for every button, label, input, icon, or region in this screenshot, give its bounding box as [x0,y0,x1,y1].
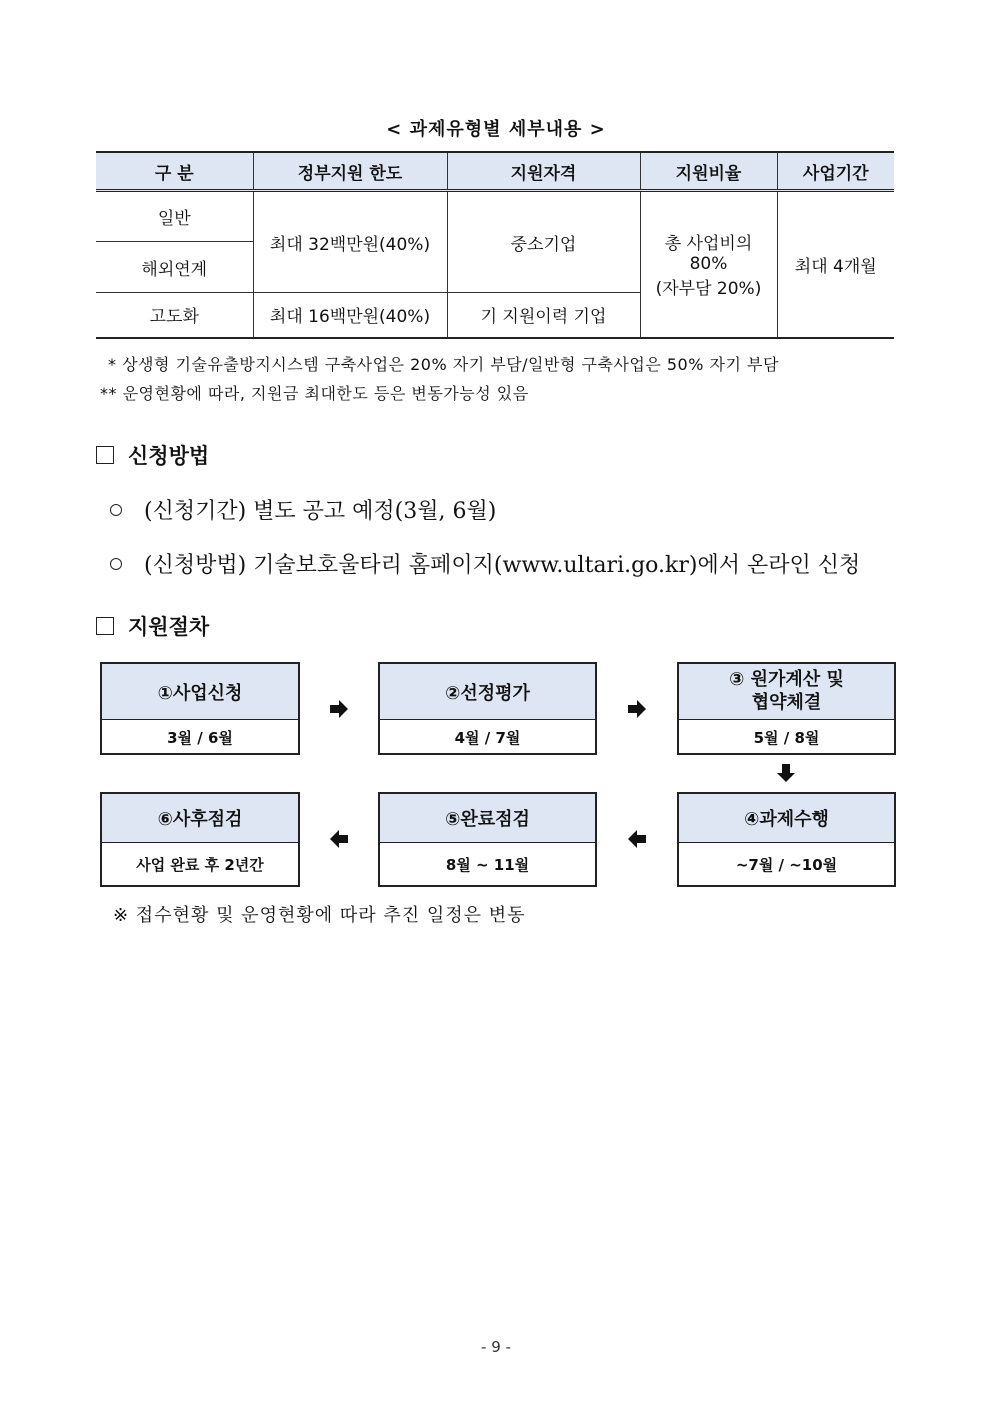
circle-bullet-icon [110,558,122,570]
process-step-6 [100,792,300,887]
step-title: ⑤완료점검 [380,794,595,843]
step-period: 3월 / 6월 [167,728,233,747]
cell-limit-advanced: 최대 16백만원(40%) [253,293,447,338]
step-period: 5월 / 8월 [753,728,820,747]
support-detail-table [96,151,894,339]
ratio-line2: 80% [689,254,728,275]
cell-qual-advanced: 기 지원이력 기업 [447,293,640,338]
cell-limit-general: 최대 32백만원(40%) [253,191,447,293]
header-limit: 정부지원 한도 [253,152,447,191]
process-step-3 [677,662,896,755]
apply-bullet-period-text: (신청기간) 별도 공고 예정(3월, 6월) [144,499,497,524]
section-apply-title: 신청방법 [128,444,210,468]
table-note-1: * 상생형 기술유출방지시스템 구축사업은 20% 자기 부담/일반형 구축사업은 50% 자기 부담 [108,355,779,374]
checkbox-square-icon [96,617,114,635]
step-period: ~7월 / ~10월 [735,855,838,874]
apply-bullet-method [110,548,860,579]
step-title [679,664,894,720]
ratio-line3: (자부담 20%) [655,279,762,300]
step-period: 4월 / 7월 [454,728,521,747]
apply-bullet-period [110,494,496,525]
arrow-right-icon [329,699,349,719]
header-qualification: 지원자격 [447,152,640,191]
arrow-right-icon [627,699,647,719]
table-caption: < 과제유형별 세부내용 > [386,119,606,140]
ratio-line1: 총 사업비의 [664,234,753,255]
cell-general: 일반 [96,191,253,242]
table-row [96,191,894,242]
cell-qual-general: 중소기업 [447,191,640,293]
arrow-left-icon [627,829,647,849]
table-header-row [96,152,894,191]
apply-bullet-method-text: (신청방법) 기술보호울타리 홈페이지(www.ultari.go.kr)에서 온라인 신청 [144,553,861,578]
process-step-5 [378,792,597,887]
step-period: 8월 ~ 11월 [445,855,530,874]
table-note-2: ** 운영현황에 따라, 지원금 최대한도 등은 변동가능성 있음 [100,384,529,403]
cell-advanced: 고도화 [96,293,253,338]
step-title-line1: ③ 원가계산 및 [729,669,844,690]
process-step-1 [100,662,300,755]
cell-overseas: 해외연계 [96,242,253,293]
circle-bullet-icon [110,504,122,516]
cell-period: 최대 4개월 [777,191,894,338]
step-period: 사업 완료 후 2년간 [136,855,264,874]
header-category: 구 분 [96,152,253,191]
step-title-line2: 협약체결 [751,691,822,713]
process-step-2 [378,662,597,755]
process-note: ※ 접수현황 및 운영현황에 따라 추진 일정은 변동 [113,905,526,926]
section-process-title: 지원절차 [128,615,210,639]
arrow-down-icon [776,763,796,783]
section-apply-heading [96,440,209,470]
process-step-4 [677,792,896,887]
page-number: - 9 - [481,1338,511,1356]
arrow-left-icon [329,829,349,849]
header-period: 사업기간 [777,152,894,191]
checkbox-square-icon [96,446,114,464]
cell-ratio [640,191,777,338]
step-title: ④과제수행 [679,794,894,843]
step-title: ⑥사후점검 [102,794,298,843]
step-title: ②선정평가 [380,664,595,720]
step-title: ①사업신청 [102,664,298,720]
section-process-heading [96,611,209,641]
header-ratio: 지원비율 [640,152,777,191]
